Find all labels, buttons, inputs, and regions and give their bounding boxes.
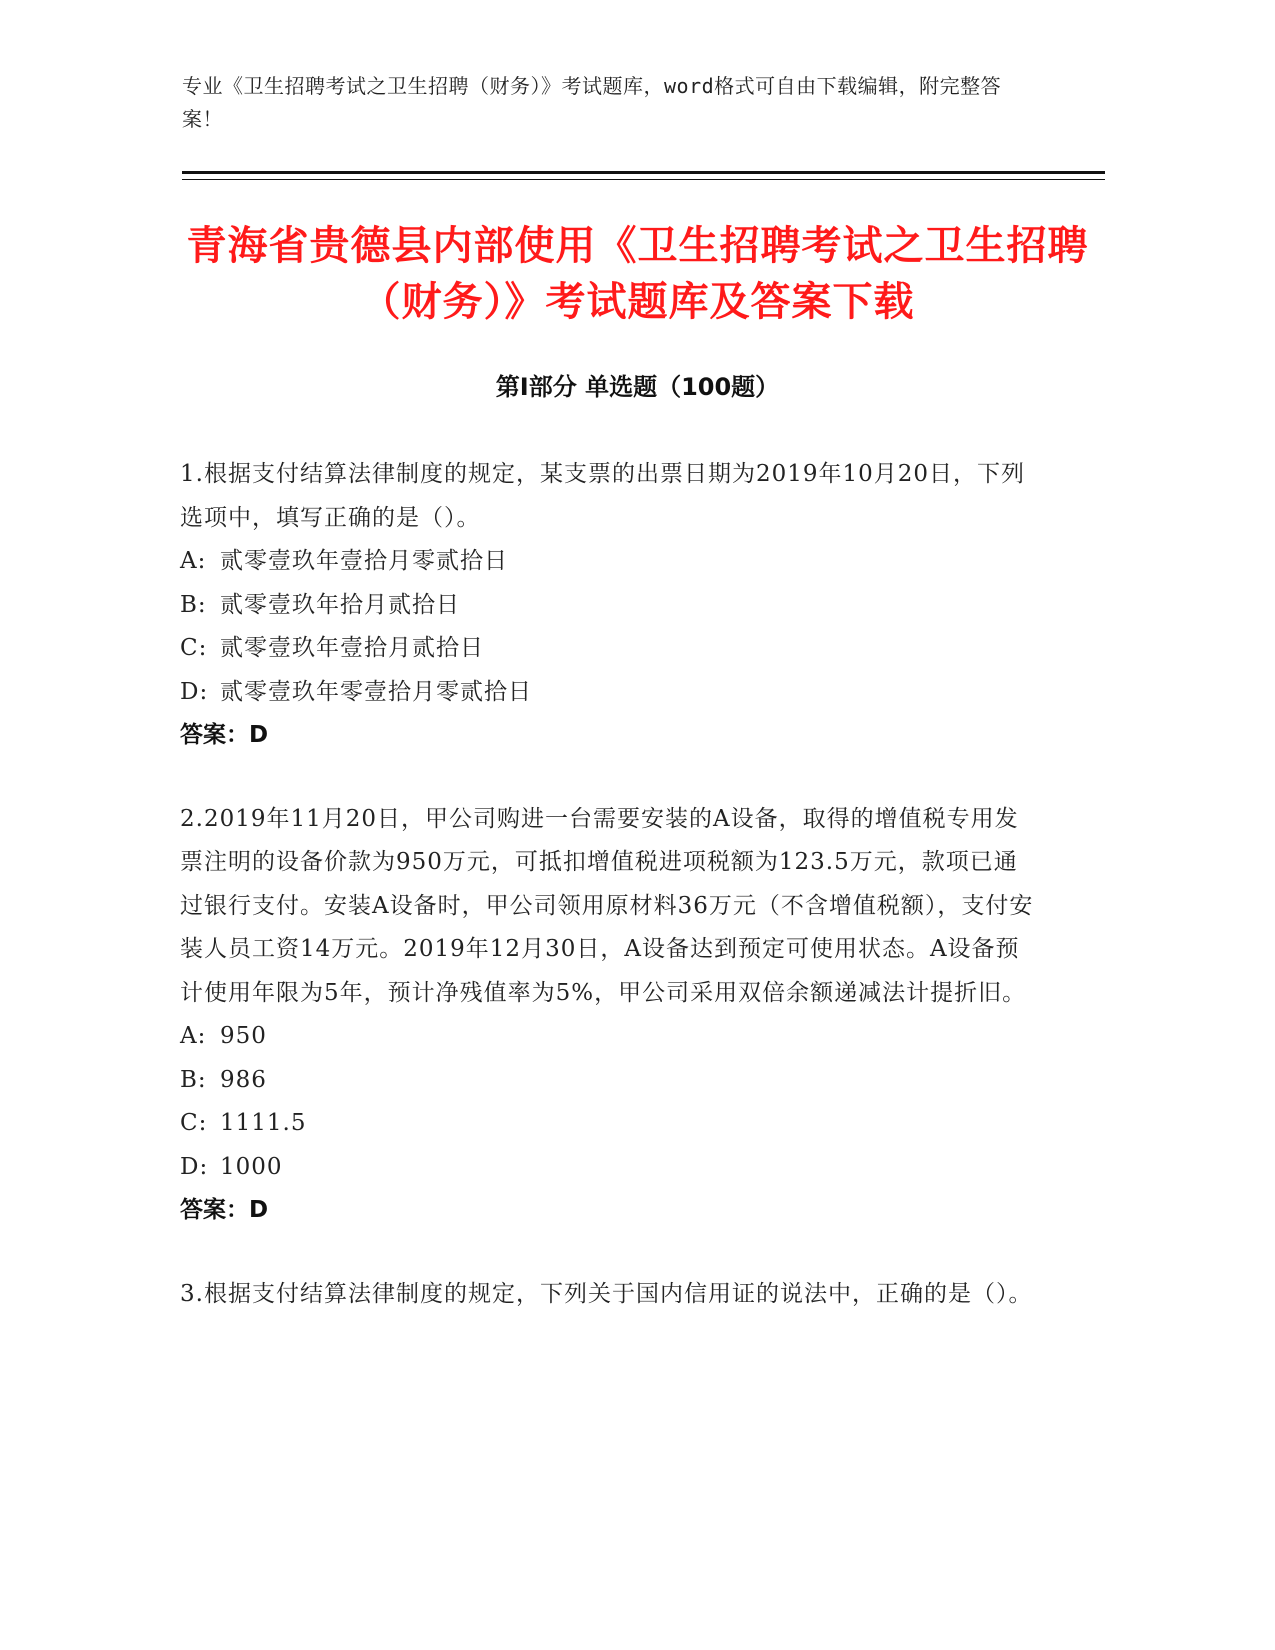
option-text: 986 (220, 1066, 267, 1093)
answer: 答案：D (180, 722, 269, 748)
question-stem: 3.根据支付结算法律制度的规定，下列关于国内信用证的说法中，正确的是（）。 (180, 1280, 1033, 1307)
option-c (180, 1102, 1040, 1146)
question-stem: 1.根据支付结算法律制度的规定，某支票的出票日期为2019年10月20日，下列选项中，填写正确的是（）。 (180, 461, 1026, 531)
document-title: 青海省贵德县内部使用《卫生招聘考试之卫生招聘（财务）》考试题库及答案下载 (186, 223, 1089, 325)
option-text: 950 (220, 1023, 267, 1049)
question-3 (180, 1273, 1040, 1317)
answer: 答案：D (180, 1197, 269, 1223)
option-key: C: (180, 635, 208, 661)
option-key: C: (180, 1110, 208, 1136)
question-stem: 2.2019年11月20日，甲公司购进一台需要安装的A设备，取得的增值税专用发票注明的设备价款为950万元，可抵扣增值税进项税额为123.5万元，款项已通过银行支付。安装A设备时，甲公司领用原材料36万元（不含增值税额），支付安装人员工资14万元。2019年12月30日，A设备达到预定可使用状态。A设备预计使用年限为5年，预计净残值率为5%，甲公司采用双倍余额递减法计提折旧。 (180, 805, 1034, 1006)
question-list (180, 453, 1040, 1356)
option-text: 1000 (220, 1153, 283, 1180)
header-divider-thin (182, 179, 1105, 180)
section-title: 第Ⅰ部分 单选题（100题） (495, 373, 780, 401)
option-text: 贰零壹玖年壹拾月贰拾日 (220, 635, 484, 661)
option-key: D: (180, 1153, 209, 1180)
header-divider-thick (182, 171, 1105, 174)
option-text: 贰零壹玖年拾月贰拾日 (220, 591, 460, 618)
option-key: A: (180, 1023, 207, 1049)
header-note: 专业《卫生招聘考试之卫生招聘（财务）》考试题库，word格式可自由下载编辑，附完整答案！ (182, 74, 1002, 131)
option-key: B: (180, 591, 207, 618)
question-2 (180, 798, 1040, 1233)
option-text: 贰零壹玖年壹拾月零贰拾日 (220, 548, 508, 574)
option-a (180, 1015, 1040, 1059)
option-key: D: (180, 678, 209, 705)
option-key: B: (180, 1066, 207, 1093)
option-text: 贰零壹玖年零壹拾月零贰拾日 (220, 678, 532, 705)
option-a (180, 540, 1040, 584)
option-text: 1111.5 (220, 1110, 307, 1136)
option-d (180, 1146, 1040, 1190)
option-key: A: (180, 548, 207, 574)
option-b (180, 1059, 1040, 1103)
option-c (180, 627, 1040, 671)
option-d (180, 671, 1040, 715)
option-b (180, 584, 1040, 628)
question-1 (180, 453, 1040, 758)
